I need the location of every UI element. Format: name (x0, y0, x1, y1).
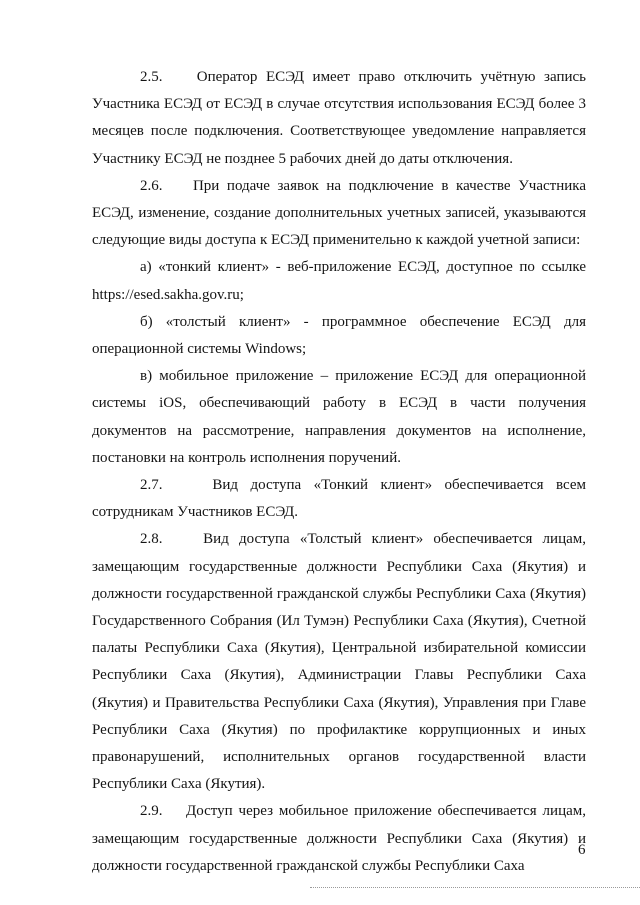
paragraph-2-6-v: в) мобильное приложение – приложение ЕСЭД для операционной системы iOS, обеспечивающий работу в ЕСЭД в части получения документов на рассмотрение, направления документов на исполнение, постановки на контроль исполнения поручений. (92, 368, 586, 466)
paragraph-2-6: 2.6. При подаче заявок на подключение в качестве Участника ЕСЭД, изменение, создание дополнительных учетных записей, указываются следующие виды доступа к ЕСЭД применительно к каждой учетной записи: (92, 177, 586, 249)
paragraph-2-8: 2.8. Вид доступа «Толстый клиент» обеспечивается лицам, замещающим государственные должности Республики Саха (Якутия) и должности государственной гражданской службы Республики Саха (Якутия) Государственного Собрания (Ил Тумэн) Республики Саха (Якутия), Счетной палаты Республики Саха (Якутия), Центральной избирательной комиссии Республики Саха (Якутия), Администрации Главы Республики Саха (Якутия) и Правительства Республики Саха (Якутия), Управления при Главе Республики Саха (Якутия) по профилактике коррупционных и иных правонарушений, исполнительных органов государственной власти Республики Саха (Якутия). (92, 531, 586, 793)
paragraph-2-9: 2.9. Доступ через мобильное приложение обеспечивается лицам, замещающим государственные должности Республики Саха (Якутия) и должности государственной гражданской службы Республики Саха (92, 803, 586, 874)
paragraph-2-6-b: б) «толстый клиент» - программное обеспечение ЕСЭД для операционной системы Windows; (92, 313, 586, 358)
scan-artifact-line (310, 887, 640, 888)
paragraph-2-5: 2.5. Оператор ЕСЭД имеет право отключить учётную запись Участника ЕСЭД от ЕСЭД в случае отсутствия использования ЕСЭД более 3 месяцев после подключения. Соответствующее уведомление направляется Участнику ЕСЭД не позднее 5 рабочих дней до даты отключения. (92, 69, 586, 167)
paragraph-2-7: 2.7. Вид доступа «Тонкий клиент» обеспечивается всем сотрудникам Участников ЕСЭД. (92, 477, 586, 521)
document-body (92, 64, 586, 880)
page-number: 6 (578, 842, 586, 858)
paragraph-2-6-a: а) «тонкий клиент» - веб-приложение ЕСЭД, доступное по ссылке https://esed.sakha.gov.ru; (92, 259, 586, 303)
